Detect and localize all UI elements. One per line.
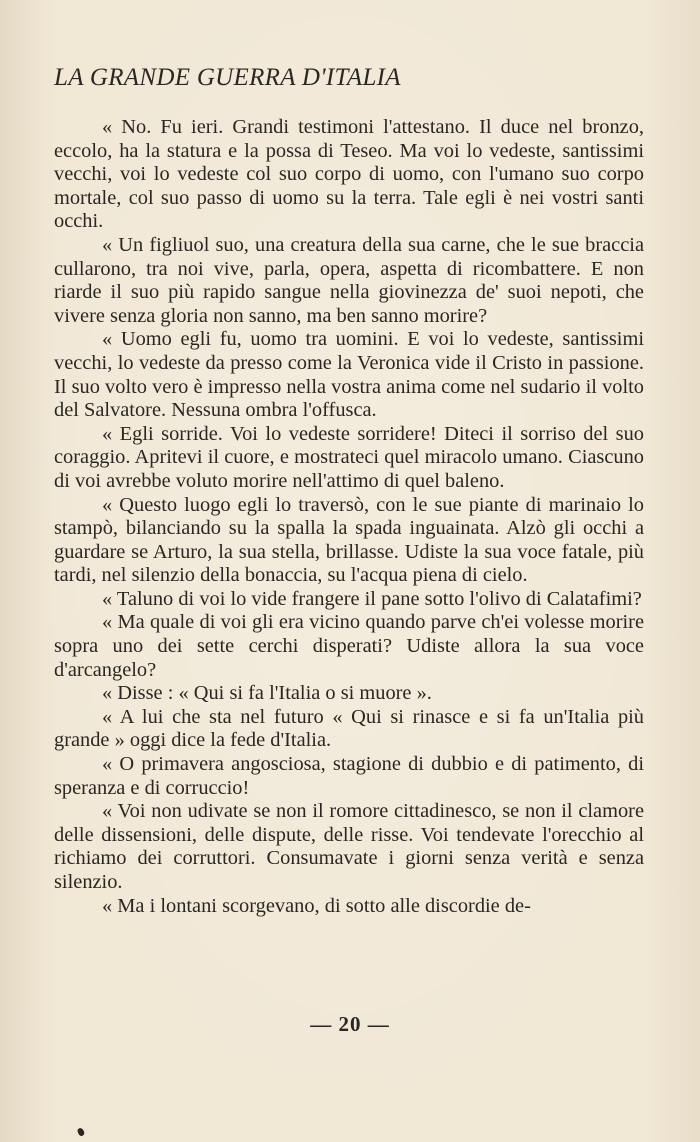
- ink-speck: [77, 1127, 85, 1137]
- body-text: [54, 116, 644, 918]
- paragraph: « Un figliuol suo, una creatura della sua carne, che le sue braccia cullarono, tra noi vive, parla, opera, aspetta di ricombattere. E non riarde il suo più rapido sangue nella giovinezza de' suoi nepoti, che vivere senza gloria non sanno, ma ben sanno morire?: [54, 233, 644, 327]
- paragraph: « Questo luogo egli lo traversò, con le sue piante di marinaio lo stampò, bilanciando su la spalla la spada inguainata. Alzò gli occhi a guardare se Arturo, la sua stella, brillasse. Udiste la sua voce fatale, più tardi, nel silenzio della bonaccia, su l'acqua piena di cielo.: [54, 493, 644, 587]
- running-title: LA GRANDE GUERRA D'ITALIA: [54, 64, 401, 91]
- paragraph: « Taluno di voi lo vide frangere il pane sotto l'olivo di Calatafimi?: [102, 587, 642, 610]
- paragraph: « No. Fu ieri. Grandi testimoni l'attestano. Il duce nel bronzo, eccolo, ha la statura e la possa di Teseo. Ma voi lo vedeste, santissimi vecchi, voi lo vedeste col suo corpo di uomo, con l'umano suo corpo mortale, col suo passo di uomo su la terra. Tale egli è nei vostri santi occhi.: [54, 116, 644, 233]
- paragraph: « Egli sorride. Voi lo vedeste sorridere! Diteci il sorriso del suo coraggio. Apritevi il cuore, e mostrateci quel miracolo umano. Ciascuno di voi avrebbe voluto morire nell'attimo di quel baleno.: [54, 422, 644, 492]
- paragraph: « Voi non udivate se non il romore cittadinesco, se non il clamore delle dissensioni, delle dispute, delle risse. Voi tendevate l'orecchio al richiamo dei corruttori. Consumavate i giorni senza verità e senza silenzio.: [54, 800, 644, 893]
- paragraph: « Ma quale di voi gli era vicino quando parve ch'ei volesse morire sopra uno dei sette cerchi disperati? Udiste allora la sua voce d'arcangelo?: [54, 611, 644, 681]
- paragraph: « Uomo egli fu, uomo tra uomini. E voi lo vedeste, santissimi vecchi, lo vedeste da presso come la Veronica vide il Cristo in passione. Il suo volto vero è impresso nella vostra anima come nel sudario il volto del Salvatore. Nessuna ombra l'offusca.: [54, 328, 644, 422]
- page-number: — 20 —: [310, 1012, 390, 1036]
- paragraph: « O primavera angosciosa, stagione di dubbio e di patimento, di speranza e di corruccio!: [54, 753, 644, 799]
- paragraph: « Ma i lontani scorgevano, di sotto alle discordie de-: [102, 894, 531, 917]
- paragraph: « Disse : « Qui si fa l'Italia o si muore ».: [102, 682, 432, 705]
- paragraph: « A lui che sta nel futuro « Qui si rinasce e si fa un'Italia più grande » oggi dice la fede d'Italia.: [54, 705, 644, 752]
